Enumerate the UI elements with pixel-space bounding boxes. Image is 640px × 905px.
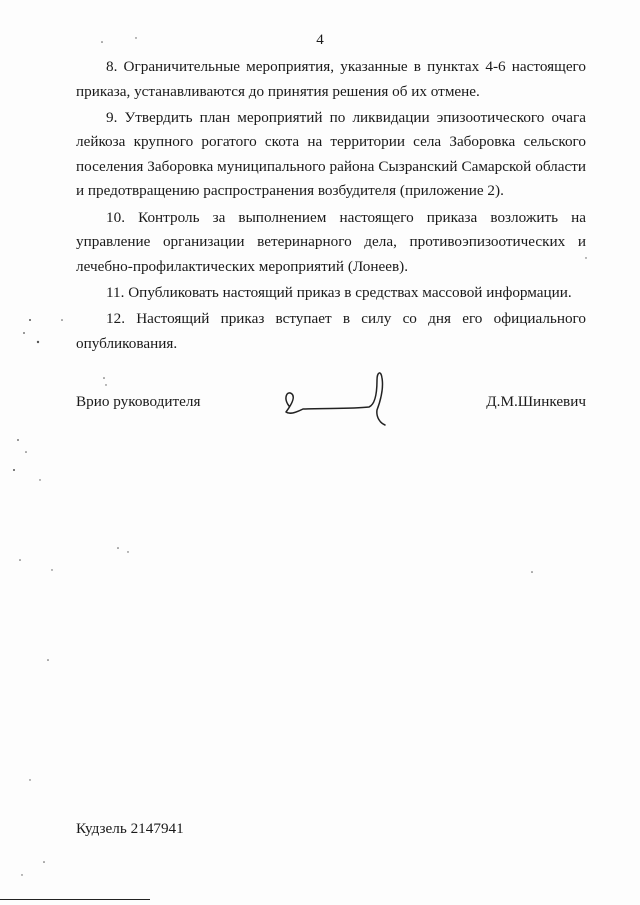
page-number: 4 [316, 32, 324, 48]
paragraph-item-11: 11. Опубликовать настоящий приказ в средствах массовой информации. [106, 283, 572, 301]
signer-name: Д.М.Шинкевич [486, 393, 586, 410]
signer-title: Врио руководителя [76, 393, 201, 410]
executor-reference: Кудзель 2147941 [76, 820, 184, 837]
paragraph-item-12: 12. Настоящий приказ вступает в силу со дня его официального опубликования. [76, 309, 586, 352]
handwritten-signature [281, 368, 401, 428]
paragraph-item-8: 8. Ограничительные мероприятия, указанные в пунктах 4-6 настоящего приказа, устанавливаются до принятия решения об их отмене. [76, 58, 586, 100]
order-body [76, 55, 586, 358]
bottom-divider [0, 899, 150, 900]
paragraph-item-9: 9. Утвердить план мероприятий по ликвидации эпизоотического очага лейкоза крупного рогатого скота на территории села Заборовка сельского поселения Заборовка муниципального района Сызранский Самарской области и предотвращению распространения возбудителя (приложение 2). [76, 108, 586, 200]
signature-block [76, 393, 586, 417]
paragraph-item-10: 10. Контроль за выполнением настоящего приказа возложить на управление организации ветеринарного дела, противоэпизоотических и лечебно-профилактических мероприятий (Лонеев). [76, 208, 586, 275]
